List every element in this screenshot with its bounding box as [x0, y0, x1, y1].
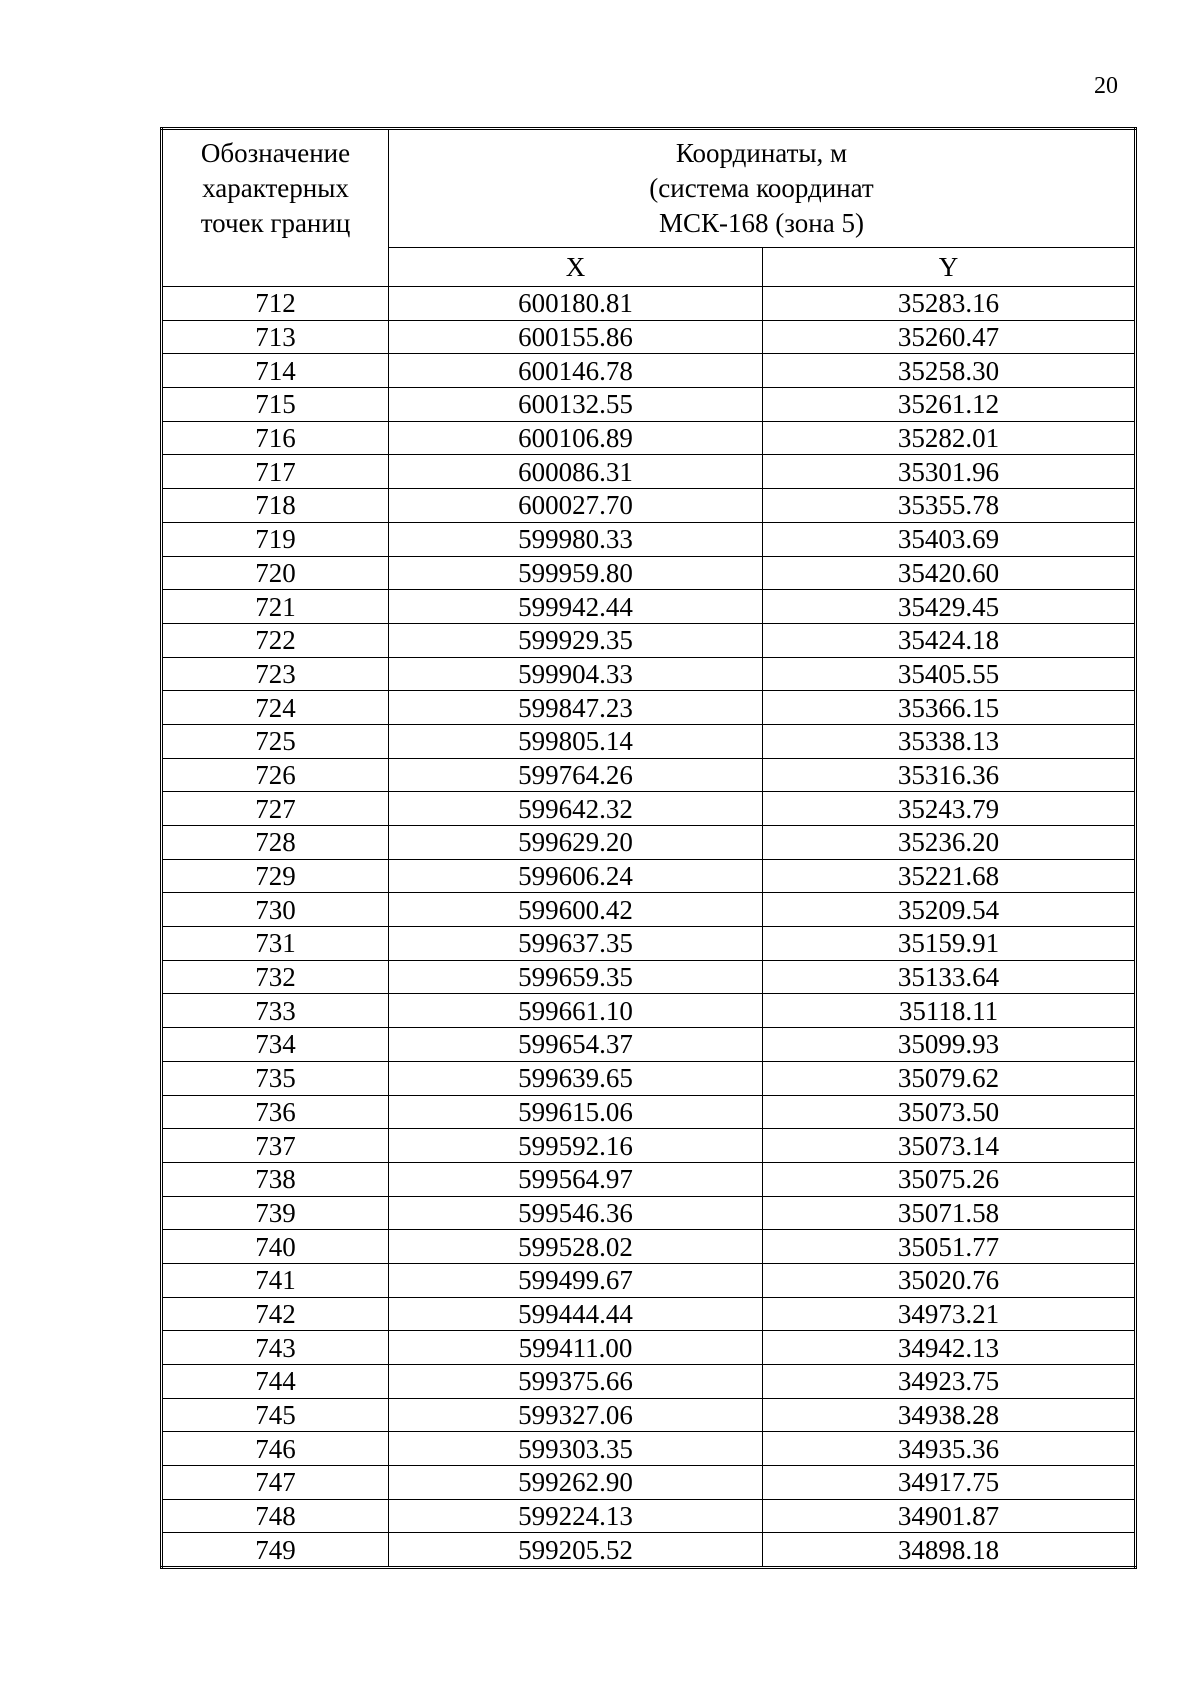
table-row [162, 893, 1136, 927]
cell-y: 34973.21 [763, 1297, 1136, 1331]
cell-y: 34923.75 [763, 1365, 1136, 1399]
cell-point: 747 [162, 1466, 389, 1500]
cell-x: 599499.67 [389, 1263, 763, 1297]
table-row [162, 1230, 1136, 1264]
table-row [162, 1533, 1136, 1568]
cell-x: 599929.35 [389, 623, 763, 657]
table-row [162, 994, 1136, 1028]
cell-y: 35301.96 [763, 455, 1136, 489]
cell-x: 599411.00 [389, 1331, 763, 1365]
cell-point: 723 [162, 657, 389, 691]
cell-x: 600027.70 [389, 489, 763, 523]
cell-point: 738 [162, 1162, 389, 1196]
cell-y: 35020.76 [763, 1263, 1136, 1297]
coordinates-table [160, 127, 1137, 1569]
cell-x: 599303.35 [389, 1432, 763, 1466]
cell-y: 34898.18 [763, 1533, 1136, 1568]
cell-x: 599528.02 [389, 1230, 763, 1264]
table-row [162, 388, 1136, 422]
cell-y: 35236.20 [763, 826, 1136, 860]
cell-y: 35075.26 [763, 1162, 1136, 1196]
cell-x: 599942.44 [389, 590, 763, 624]
cell-y: 35133.64 [763, 960, 1136, 994]
cell-x: 599546.36 [389, 1196, 763, 1230]
table-row [162, 1499, 1136, 1533]
cell-y: 35073.14 [763, 1129, 1136, 1163]
cell-point: 728 [162, 826, 389, 860]
cell-point: 742 [162, 1297, 389, 1331]
cell-x: 600132.55 [389, 388, 763, 422]
cell-x: 599262.90 [389, 1466, 763, 1500]
cell-point: 749 [162, 1533, 389, 1568]
table-row [162, 287, 1136, 321]
table-body [162, 287, 1136, 1568]
cell-x: 599592.16 [389, 1129, 763, 1163]
table-row [162, 556, 1136, 590]
table-row [162, 758, 1136, 792]
page-number: 20 [1094, 73, 1118, 99]
header-coords-line: МСК-168 (зона 5) [659, 208, 864, 238]
cell-y: 35283.16 [763, 287, 1136, 321]
table-row [162, 792, 1136, 826]
cell-y: 35405.55 [763, 657, 1136, 691]
cell-point: 722 [162, 623, 389, 657]
table-row [162, 1398, 1136, 1432]
cell-y: 35243.79 [763, 792, 1136, 826]
cell-point: 713 [162, 320, 389, 354]
cell-y: 34938.28 [763, 1398, 1136, 1432]
table-row [162, 1129, 1136, 1163]
table-row [162, 657, 1136, 691]
table-row [162, 1365, 1136, 1399]
table-row [162, 623, 1136, 657]
table-row [162, 1028, 1136, 1062]
table-row [162, 724, 1136, 758]
cell-x: 599661.10 [389, 994, 763, 1028]
cell-x: 599805.14 [389, 724, 763, 758]
cell-x: 599654.37 [389, 1028, 763, 1062]
cell-point: 727 [162, 792, 389, 826]
cell-point: 745 [162, 1398, 389, 1432]
cell-point: 720 [162, 556, 389, 590]
cell-point: 748 [162, 1499, 389, 1533]
cell-point: 726 [162, 758, 389, 792]
table-row [162, 691, 1136, 725]
cell-x: 599600.42 [389, 893, 763, 927]
cell-x: 599224.13 [389, 1499, 763, 1533]
cell-point: 736 [162, 1095, 389, 1129]
cell-x: 599615.06 [389, 1095, 763, 1129]
cell-x: 599375.66 [389, 1365, 763, 1399]
cell-x: 599327.06 [389, 1398, 763, 1432]
cell-y: 35366.15 [763, 691, 1136, 725]
cell-x: 599764.26 [389, 758, 763, 792]
table-row [162, 859, 1136, 893]
cell-y: 35099.93 [763, 1028, 1136, 1062]
table-row [162, 927, 1136, 961]
cell-y: 35261.12 [763, 388, 1136, 422]
table-row [162, 960, 1136, 994]
header-point-designation [162, 129, 389, 287]
cell-y: 35071.58 [763, 1196, 1136, 1230]
cell-y: 34917.75 [763, 1466, 1136, 1500]
cell-point: 731 [162, 927, 389, 961]
table-row [162, 354, 1136, 388]
header-point-line: Обозначение [200, 138, 351, 168]
cell-y: 35424.18 [763, 623, 1136, 657]
cell-point: 743 [162, 1331, 389, 1365]
table-row [162, 489, 1136, 523]
cell-y: 35118.11 [763, 994, 1136, 1028]
cell-x: 599564.97 [389, 1162, 763, 1196]
cell-x: 599980.33 [389, 522, 763, 556]
cell-x: 599959.80 [389, 556, 763, 590]
cell-point: 737 [162, 1129, 389, 1163]
cell-point: 739 [162, 1196, 389, 1230]
table-row [162, 320, 1136, 354]
table-row [162, 1297, 1136, 1331]
table-row [162, 826, 1136, 860]
header-point-line: точек границ [200, 208, 351, 238]
cell-point: 741 [162, 1263, 389, 1297]
header-point-line: характерных [202, 173, 349, 203]
cell-x: 599642.32 [389, 792, 763, 826]
header-coords-line: Координаты, м [675, 138, 848, 168]
cell-y: 35260.47 [763, 320, 1136, 354]
table-row [162, 590, 1136, 624]
cell-point: 714 [162, 354, 389, 388]
cell-y: 34942.13 [763, 1331, 1136, 1365]
cell-y: 34935.36 [763, 1432, 1136, 1466]
cell-y: 35221.68 [763, 859, 1136, 893]
cell-x: 599444.44 [389, 1297, 763, 1331]
cell-point: 732 [162, 960, 389, 994]
table-row [162, 522, 1136, 556]
cell-point: 740 [162, 1230, 389, 1264]
cell-point: 724 [162, 691, 389, 725]
cell-point: 721 [162, 590, 389, 624]
cell-x: 599659.35 [389, 960, 763, 994]
cell-point: 719 [162, 522, 389, 556]
cell-x: 599639.65 [389, 1061, 763, 1095]
cell-point: 735 [162, 1061, 389, 1095]
cell-y: 35429.45 [763, 590, 1136, 624]
table-row [162, 1263, 1136, 1297]
cell-y: 35079.62 [763, 1061, 1136, 1095]
cell-y: 35355.78 [763, 489, 1136, 523]
cell-point: 734 [162, 1028, 389, 1062]
cell-point: 729 [162, 859, 389, 893]
table-row [162, 1466, 1136, 1500]
cell-point: 725 [162, 724, 389, 758]
table-row [162, 1162, 1136, 1196]
table-header [162, 129, 1136, 287]
cell-point: 715 [162, 388, 389, 422]
cell-x: 599606.24 [389, 859, 763, 893]
cell-x: 599637.35 [389, 927, 763, 961]
header-coordinates [389, 129, 1136, 248]
cell-y: 35159.91 [763, 927, 1136, 961]
cell-x: 599847.23 [389, 691, 763, 725]
cell-y: 35282.01 [763, 421, 1136, 455]
cell-x: 600146.78 [389, 354, 763, 388]
cell-x: 600155.86 [389, 320, 763, 354]
cell-y: 34901.87 [763, 1499, 1136, 1533]
cell-y: 35258.30 [763, 354, 1136, 388]
cell-x: 600180.81 [389, 287, 763, 321]
header-x: X [389, 247, 763, 286]
table-row [162, 1095, 1136, 1129]
cell-point: 718 [162, 489, 389, 523]
table-row [162, 421, 1136, 455]
cell-point: 733 [162, 994, 389, 1028]
table-row [162, 1432, 1136, 1466]
cell-y: 35403.69 [763, 522, 1136, 556]
cell-point: 712 [162, 287, 389, 321]
table-row [162, 455, 1136, 489]
cell-point: 746 [162, 1432, 389, 1466]
cell-y: 35420.60 [763, 556, 1136, 590]
table-row [162, 1061, 1136, 1095]
cell-x: 600106.89 [389, 421, 763, 455]
cell-x: 599205.52 [389, 1533, 763, 1568]
cell-point: 744 [162, 1365, 389, 1399]
header-coords-line: (система координат [649, 173, 874, 203]
cell-y: 35338.13 [763, 724, 1136, 758]
table-row [162, 1331, 1136, 1365]
cell-point: 730 [162, 893, 389, 927]
table-row [162, 1196, 1136, 1230]
cell-x: 600086.31 [389, 455, 763, 489]
cell-point: 717 [162, 455, 389, 489]
cell-y: 35316.36 [763, 758, 1136, 792]
cell-point: 716 [162, 421, 389, 455]
cell-x: 599629.20 [389, 826, 763, 860]
cell-y: 35051.77 [763, 1230, 1136, 1264]
header-y: Y [763, 247, 1136, 286]
cell-x: 599904.33 [389, 657, 763, 691]
cell-y: 35073.50 [763, 1095, 1136, 1129]
cell-y: 35209.54 [763, 893, 1136, 927]
